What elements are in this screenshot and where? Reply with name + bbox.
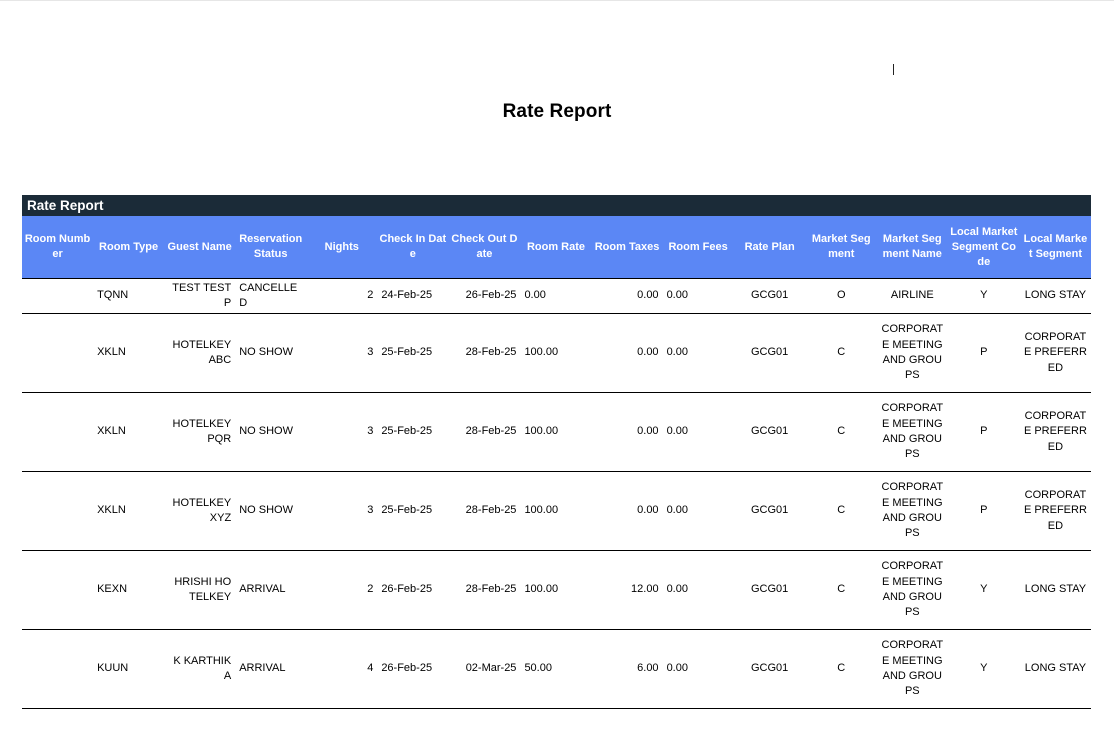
table-row xyxy=(22,393,1091,472)
cell-market-segment: C xyxy=(806,630,877,709)
cell-room-taxes: 0.00 xyxy=(592,472,663,551)
cell-room-rate: 100.00 xyxy=(520,393,591,472)
cell-local-market-segment-code: Y xyxy=(948,279,1020,314)
cell-rate-plan: GCG01 xyxy=(734,630,806,709)
cell-reservation-status: NO SHOW xyxy=(235,314,306,393)
cell-market-segment-name: CORPORATE MEETING AND GROUPS xyxy=(877,551,948,630)
cell-room-rate: 100.00 xyxy=(520,472,591,551)
cell-check-in-date: 25-Feb-25 xyxy=(377,472,448,551)
column-header-room-type[interactable]: Room Type xyxy=(93,216,164,279)
cell-room-rate: 50.00 xyxy=(520,630,591,709)
cell-reservation-status: NO SHOW xyxy=(235,393,306,472)
column-header-local-market-segment-code[interactable]: Local Market Segment Code xyxy=(948,216,1020,279)
cell-rate-plan: GCG01 xyxy=(734,551,806,630)
column-header-row xyxy=(22,216,1091,279)
cell-room-rate: 0.00 xyxy=(520,279,591,314)
cell-rate-plan: GCG01 xyxy=(734,472,806,551)
table-row xyxy=(22,314,1091,393)
column-header-room-taxes[interactable]: Room Taxes xyxy=(592,216,663,279)
cell-room-fees: 0.00 xyxy=(663,279,734,314)
cell-local-market-segment: CORPORATE PREFERRED xyxy=(1020,393,1091,472)
cell-nights: 2 xyxy=(306,279,377,314)
cell-reservation-status: ARRIVAL xyxy=(235,630,306,709)
column-header-nights[interactable]: Nights xyxy=(306,216,377,279)
cell-guest-name: HOTELKEY PQR xyxy=(164,393,235,472)
column-header-guest-name[interactable]: Guest Name xyxy=(164,216,235,279)
column-header-room-fees[interactable]: Room Fees xyxy=(663,216,734,279)
table-row xyxy=(22,551,1091,630)
cell-reservation-status: NO SHOW xyxy=(235,472,306,551)
cell-market-segment-name: CORPORATE MEETING AND GROUPS xyxy=(877,393,948,472)
cell-check-in-date: 25-Feb-25 xyxy=(377,393,448,472)
column-header-reservation-status[interactable]: Reservation Status xyxy=(235,216,306,279)
cell-market-segment: C xyxy=(806,472,877,551)
cell-nights: 4 xyxy=(306,630,377,709)
column-header-room-rate[interactable]: Room Rate xyxy=(520,216,591,279)
cell-room-number xyxy=(22,314,93,393)
cell-room-number xyxy=(22,279,93,314)
cell-check-out-date: 02-Mar-25 xyxy=(448,630,520,709)
cell-reservation-status: CANCELLED xyxy=(235,279,306,314)
cell-room-fees: 0.00 xyxy=(663,472,734,551)
column-header-market-segment-name[interactable]: Market Segment Name xyxy=(877,216,948,279)
cell-local-market-segment: CORPORATE PREFERRED xyxy=(1020,472,1091,551)
cell-room-taxes: 0.00 xyxy=(592,279,663,314)
cell-check-in-date: 26-Feb-25 xyxy=(377,630,448,709)
cell-room-type: XKLN xyxy=(93,393,164,472)
cell-nights: 2 xyxy=(306,551,377,630)
cell-guest-name: HOTELKEY XYZ xyxy=(164,472,235,551)
cell-guest-name: TEST TESTP xyxy=(164,279,235,314)
cell-local-market-segment-code: Y xyxy=(948,551,1020,630)
cell-check-out-date: 28-Feb-25 xyxy=(448,472,520,551)
rate-report-table xyxy=(22,195,1091,709)
cell-check-in-date: 26-Feb-25 xyxy=(377,551,448,630)
cell-room-type: XKLN xyxy=(93,472,164,551)
column-header-room-number[interactable]: Room Number xyxy=(22,216,93,279)
cell-room-type: KEXN xyxy=(93,551,164,630)
cell-rate-plan: GCG01 xyxy=(734,314,806,393)
cell-nights: 3 xyxy=(306,393,377,472)
cell-nights: 3 xyxy=(306,472,377,551)
cell-nights: 3 xyxy=(306,314,377,393)
cell-check-out-date: 26-Feb-25 xyxy=(448,279,520,314)
cell-room-type: KUUN xyxy=(93,630,164,709)
table-row xyxy=(22,472,1091,551)
cell-market-segment: O xyxy=(806,279,877,314)
cell-reservation-status: ARRIVAL xyxy=(235,551,306,630)
cell-room-taxes: 0.00 xyxy=(592,314,663,393)
cell-rate-plan: GCG01 xyxy=(734,393,806,472)
cell-market-segment: C xyxy=(806,314,877,393)
text-cursor-icon xyxy=(893,64,894,75)
cell-local-market-segment-code: Y xyxy=(948,630,1020,709)
cell-local-market-segment: LONG STAY xyxy=(1020,551,1091,630)
cell-market-segment-name: AIRLINE xyxy=(877,279,948,314)
column-header-check-in-date[interactable]: Check In Date xyxy=(377,216,448,279)
column-header-market-segment[interactable]: Market Segment xyxy=(806,216,877,279)
column-header-local-market-segment[interactable]: Local Market Segment xyxy=(1020,216,1091,279)
page-title: Rate Report xyxy=(502,101,612,122)
column-header-rate-plan[interactable]: Rate Plan xyxy=(734,216,806,279)
cell-local-market-segment-code: P xyxy=(948,393,1020,472)
cell-market-segment: C xyxy=(806,393,877,472)
table-row xyxy=(22,279,1091,314)
cell-room-type: XKLN xyxy=(93,314,164,393)
cell-room-type: TQNN xyxy=(93,279,164,314)
cell-room-fees: 0.00 xyxy=(663,393,734,472)
cell-room-taxes: 6.00 xyxy=(592,630,663,709)
cell-check-out-date: 28-Feb-25 xyxy=(448,393,520,472)
cell-check-in-date: 24-Feb-25 xyxy=(377,279,448,314)
cell-guest-name: HOTELKEY ABC xyxy=(164,314,235,393)
column-header-check-out-date[interactable]: Check Out Date xyxy=(448,216,520,279)
section-header: Rate Report xyxy=(22,195,1091,216)
page-top-border xyxy=(0,0,1114,1)
cell-room-fees: 0.00 xyxy=(663,630,734,709)
cell-room-number xyxy=(22,393,93,472)
cell-check-in-date: 25-Feb-25 xyxy=(377,314,448,393)
cell-room-number xyxy=(22,472,93,551)
cell-room-fees: 0.00 xyxy=(663,314,734,393)
cell-room-rate: 100.00 xyxy=(520,551,591,630)
table-row xyxy=(22,630,1091,709)
cell-room-fees: 0.00 xyxy=(663,551,734,630)
cell-market-segment: C xyxy=(806,551,877,630)
cell-local-market-segment-code: P xyxy=(948,314,1020,393)
cell-room-number xyxy=(22,630,93,709)
cell-room-taxes: 0.00 xyxy=(592,393,663,472)
cell-room-rate: 100.00 xyxy=(520,314,591,393)
cell-guest-name: K KARTHIKA xyxy=(164,630,235,709)
cell-check-out-date: 28-Feb-25 xyxy=(448,551,520,630)
cell-local-market-segment: CORPORATE PREFERRED xyxy=(1020,314,1091,393)
cell-check-out-date: 28-Feb-25 xyxy=(448,314,520,393)
cell-local-market-segment: LONG STAY xyxy=(1020,630,1091,709)
cell-market-segment-name: CORPORATE MEETING AND GROUPS xyxy=(877,314,948,393)
cell-room-number xyxy=(22,551,93,630)
cell-local-market-segment-code: P xyxy=(948,472,1020,551)
report-grid xyxy=(22,216,1091,709)
cell-guest-name: HRISHI HOTELKEY xyxy=(164,551,235,630)
cell-market-segment-name: CORPORATE MEETING AND GROUPS xyxy=(877,472,948,551)
cell-rate-plan: GCG01 xyxy=(734,279,806,314)
cell-market-segment-name: CORPORATE MEETING AND GROUPS xyxy=(877,630,948,709)
cell-local-market-segment: LONG STAY xyxy=(1020,279,1091,314)
cell-room-taxes: 12.00 xyxy=(592,551,663,630)
